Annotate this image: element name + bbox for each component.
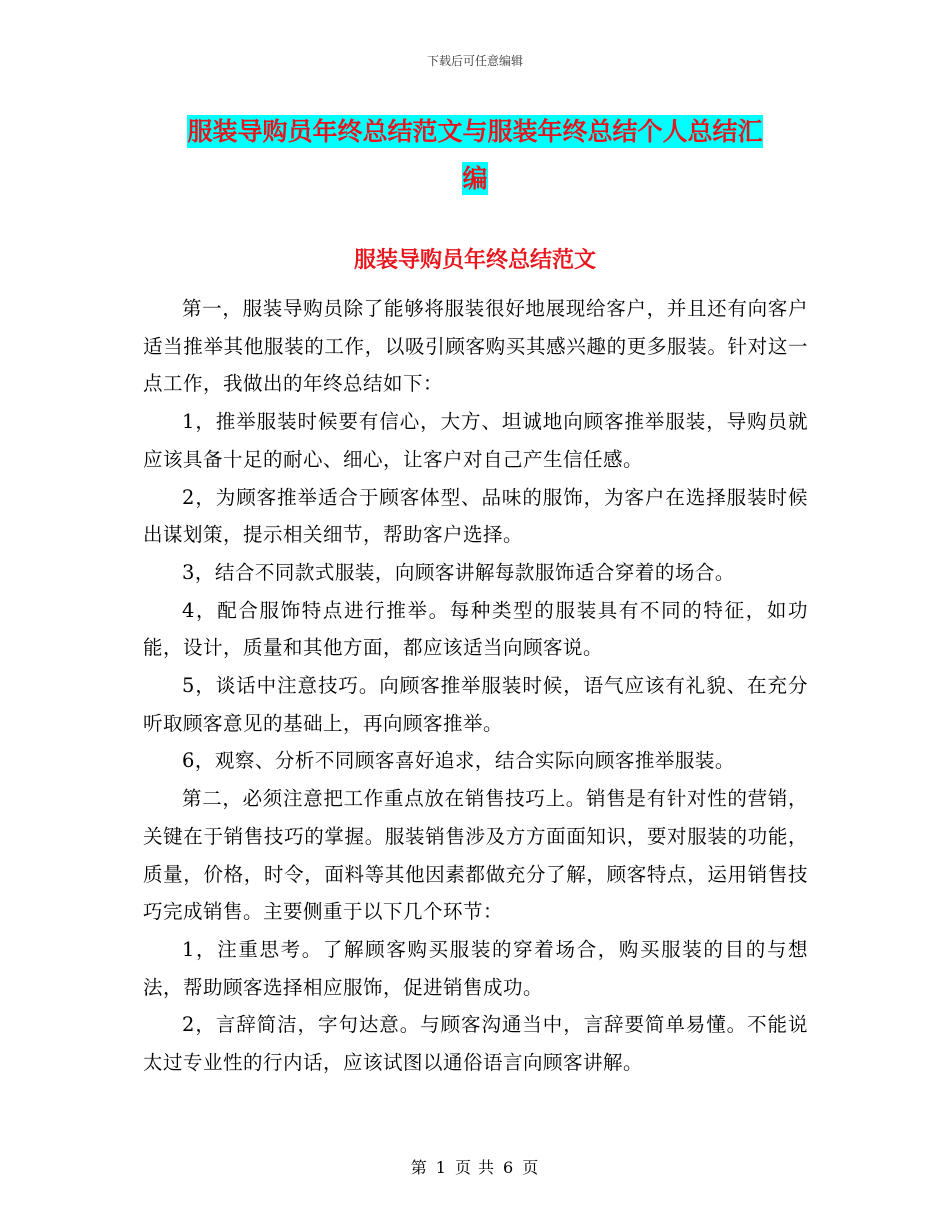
- page-footer: [0, 1155, 950, 1178]
- footer-prefix: 第: [410, 1158, 428, 1177]
- document-title-line1: 服装导购员年终总结范文与服装年终总结个人总结汇: [187, 117, 763, 146]
- paragraph: 第二，必须注意把工作重点放在销售技巧上。销售是有针对性的营销，关键在于销售技巧的掌握。服装销售涉及方方面面知识，要对服装的功能，质量，价格，时令，面料等其他因素都做充分了解，顾客特点，运用销售技巧完成销售。主要侧重于以下几个环节：: [143, 787, 808, 924]
- page-header-note: 下载后可任意编辑: [426, 54, 523, 68]
- document-title-line2: 编: [462, 164, 488, 193]
- paragraph: 2，为顾客推举适合于顾客体型、品味的服饰，为客户在选择服装时候出谋划策，提示相关细节，帮助客户选择。: [143, 485, 808, 547]
- footer-total-pages: 6: [503, 1158, 515, 1177]
- paragraph: 3，结合不同款式服装，向顾客讲解每款服饰适合穿着的场合。: [182, 560, 735, 584]
- footer-page-number: 1: [435, 1158, 447, 1177]
- paragraph: 1，注重思考。了解顾客购买服装的穿着场合，购买服装的目的与想法，帮助顾客选择相应服饰，促进销售成功。: [143, 937, 808, 999]
- paragraph: 5，谈话中注意技巧。向顾客推举服装时候，语气应该有礼貌、在充分听取顾客意见的基础上，再向顾客推举。: [143, 674, 808, 735]
- document-title: [140, 108, 810, 202]
- paragraph: 4，配合服饰特点进行推举。每种类型的服装具有不同的特征，如功能，设计，质量和其他方面，都应该适当向顾客说。: [143, 598, 808, 660]
- paragraph: 2，言辞简洁，字句达意。与顾客沟通当中，言辞要简单易懂。不能说太过专业性的行内话，应该试图以通俗语言向顾客讲解。: [143, 1013, 808, 1075]
- footer-suffix: 页: [522, 1158, 540, 1177]
- paragraph: 1，推举服装时候要有信心，大方、坦诚地向顾客推举服装，导购员就应该具备十足的耐心、细心，让客户对自己产生信任感。: [143, 410, 808, 471]
- document-body: [143, 290, 808, 1082]
- paragraph: 6，观察、分析不同顾客喜好追求，结合实际向顾客推举服装。: [182, 749, 735, 773]
- paragraph: 第一，服装导购员除了能够将服装很好地展现给客户，并且还有向客户适当推举其他服装的工作，以吸引顾客购买其感兴趣的更多服装。针对这一点工作，我做出的年终总结如下：: [143, 297, 808, 396]
- section-title: 服装导购员年终总结范文: [353, 248, 596, 273]
- footer-middle: 页 共: [454, 1158, 496, 1177]
